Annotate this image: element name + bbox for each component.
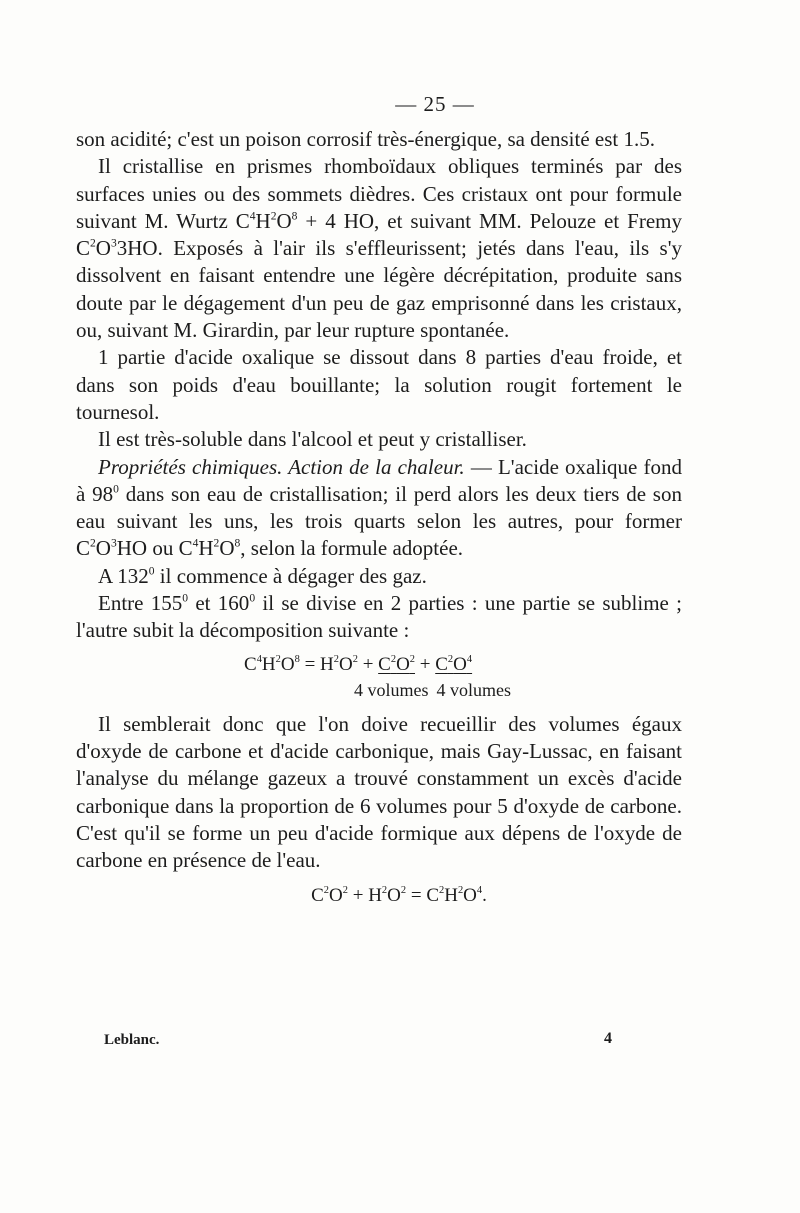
- section-heading: Propriétés chimiques. Action de la chaleur.: [98, 454, 465, 479]
- signature-mark: 4: [604, 1030, 612, 1047]
- paragraph-5: Propriétés chimiques. Action de la chaleur. — L'acide oxalique fond à $98^0$ dans son eau de cristallisation; il perd alors les deux tiers de son eau suivant les uns, les trois quarts selon les autres, pour former $C^2O^3HO$ ou $C^4H^2O^8$, selon la formule adoptée.: [76, 454, 682, 561]
- paragraph-3: 1 partie d'acide oxalique se dissout dans 8 parties d'eau froide, et dans son poids d'eau bouillante; la solution rougit fortement le tournesol.: [76, 345, 682, 424]
- body-text: [76, 126, 682, 910]
- volumes-row: [354, 677, 511, 704]
- paragraph-8: Il semblerait donc que l'on doive recueillir des volumes égaux d'oxyde de carbone et d'acide carbonique, mais Gay-Lussac, en faisant l'analyse du mélange gazeux a trouvé constamment un excès d'acide carbonique dans la proportion de 6 volumes pour 5 d'oxyde de carbone. C'est qu'il se forme un peu d'acide formique aux dépens de l'oxyde de carbone en présence de l'eau.: [76, 711, 682, 873]
- paragraph-7: Entre $155^0$ et $160^0$ il se divise en 2 parties : une partie se sublime ; l'autre subit la décomposition suivante :: [76, 591, 683, 643]
- paragraph-6: A $132^0$ il commence à dégager des gaz.: [98, 563, 427, 588]
- formic-equation: $C^2O^2 + H^2O^2 = C^2H^2O^4$.: [311, 885, 487, 907]
- paragraph-1: son acidité; c'est un poison corrosif très-énergique, sa densité est 1.5.: [76, 127, 655, 151]
- volume-label: 4 volumes: [436, 679, 511, 700]
- decomposition-equation: [76, 645, 682, 711]
- paragraph-2: Il cristallise en prismes rhomboïdaux obliques terminés par des surfaces unies ou des sommets dièdres. Ces cristaux ont pour formule suivant M. Wurtz $C^4H^2O^8 + 4$ HO, et suivant MM. Pelouze et Fremy $C^2O^33HO$. Exposés à l'air ils s'effleurissent; jetés dans l'eau, ils s'y dissolvent en faisant entendre une légère décrépitation, produite sans doute par le dégagement d'un peu de gaz emprisonné dans les cristaux, ou, suivant M. Girardin, par leur rupture spontanée.: [76, 154, 683, 343]
- paragraph-4: Il est très-soluble dans l'alcool et peut y cristalliser.: [98, 427, 527, 452]
- volume-label: 4 volumes: [354, 679, 429, 700]
- page-number: — 25 —: [395, 92, 475, 116]
- equation-line: $C^4H^2O^8 = H^2O^2 + C^2O^2 + C^2O^4$: [244, 653, 473, 675]
- author-signature: Leblanc.: [104, 1032, 160, 1048]
